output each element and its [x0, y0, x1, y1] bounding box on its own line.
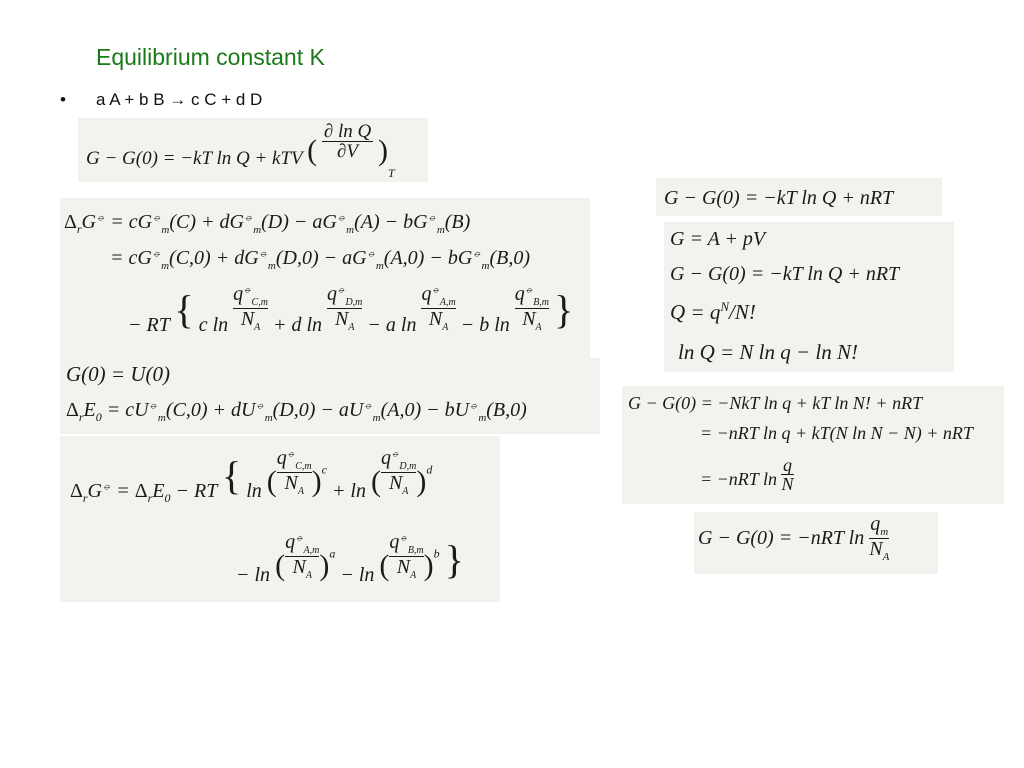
bullet-marker: • [60, 90, 66, 109]
equation-right-6b: = −nRT ln q + kT(N ln N − N) + nRT [700, 423, 973, 443]
equation-right-1: G − G(0) = −kT ln Q + nRT [664, 187, 894, 209]
reaction-text: a A + b B → c C + d D [96, 90, 263, 109]
equation-right-5: ln Q = N ln q − ln N! [678, 340, 859, 364]
equation-right-3: G − G(0) = −kT ln Q + nRT [670, 263, 900, 285]
slide-title: Equilibrium constant K [96, 44, 325, 70]
equation-delta-g-ln-line1: $\Delta_rG^⦵ = \Delta_rE_0$ − RT { ln ( $\frac{q^⦵_{C,m}}{N_A}$ )$^c$ + ln ( $\frac{q^⦵_{D,m}}{N_A}$ )$^d$ [70, 447, 433, 505]
equation-gibbs-volume: G − G(0) = −kT ln Q + kTV ( $\frac{\text{∂ ln Q}}{\partial V}$ )$_T$ [86, 121, 395, 180]
equation-delta-g-line3: − RT { c ln $\frac{q^⦵_{C,m}}{N_A}$ + d ln $\frac{q^⦵_{D,m}}{N_A}$ − a ln $\frac{q^⦵_{A,m}}{N_A}$ − b ln $\frac{q^⦵_{B,m}}{N_A}$ } [128, 283, 574, 336]
equation-right-6a: G − G(0) = −NkT ln q + kT ln N! + nRT [628, 393, 923, 413]
equation-right-7: G − G(0) = −nRT ln $\frac{q_m}{N_A}$ [698, 513, 890, 563]
equation-right-6c: = −nRT ln $\frac{q}{N}$ [700, 455, 794, 494]
equation-right-4: $Q = q^N/N$! [670, 299, 756, 324]
equation-delta-e0: $\Delta_rE_0 = cU^⦵_m(C,0) + dU^⦵_m(D,0) - aU^⦵_m(A,0) - bU^⦵_m(B,0)$ [66, 399, 527, 424]
equation-delta-g-line1: $\Delta_rG^⦵ = cG^⦵_m(C) + dG^⦵_m(D) - aG^⦵_m(A) - bG^⦵_m(B)$ [64, 211, 471, 236]
equation-delta-g-ln-line2: − ln ( $\frac{q^⦵_{A,m}}{N_A}$ )$^a$ − ln ( $\frac{q^⦵_{B,m}}{N_A}$ )$^b$ } [236, 531, 464, 586]
equation-delta-g-line2: = $cG^⦵_m(C,0) + dG^⦵_m(D,0) - aG^⦵_m(A,0) - bG^⦵_m(B,0)$ [110, 247, 531, 272]
equation-g0-u0: G(0) = U(0) [66, 362, 170, 386]
reaction-bullet [60, 90, 262, 110]
equation-right-2: G = A + pV [670, 228, 766, 250]
